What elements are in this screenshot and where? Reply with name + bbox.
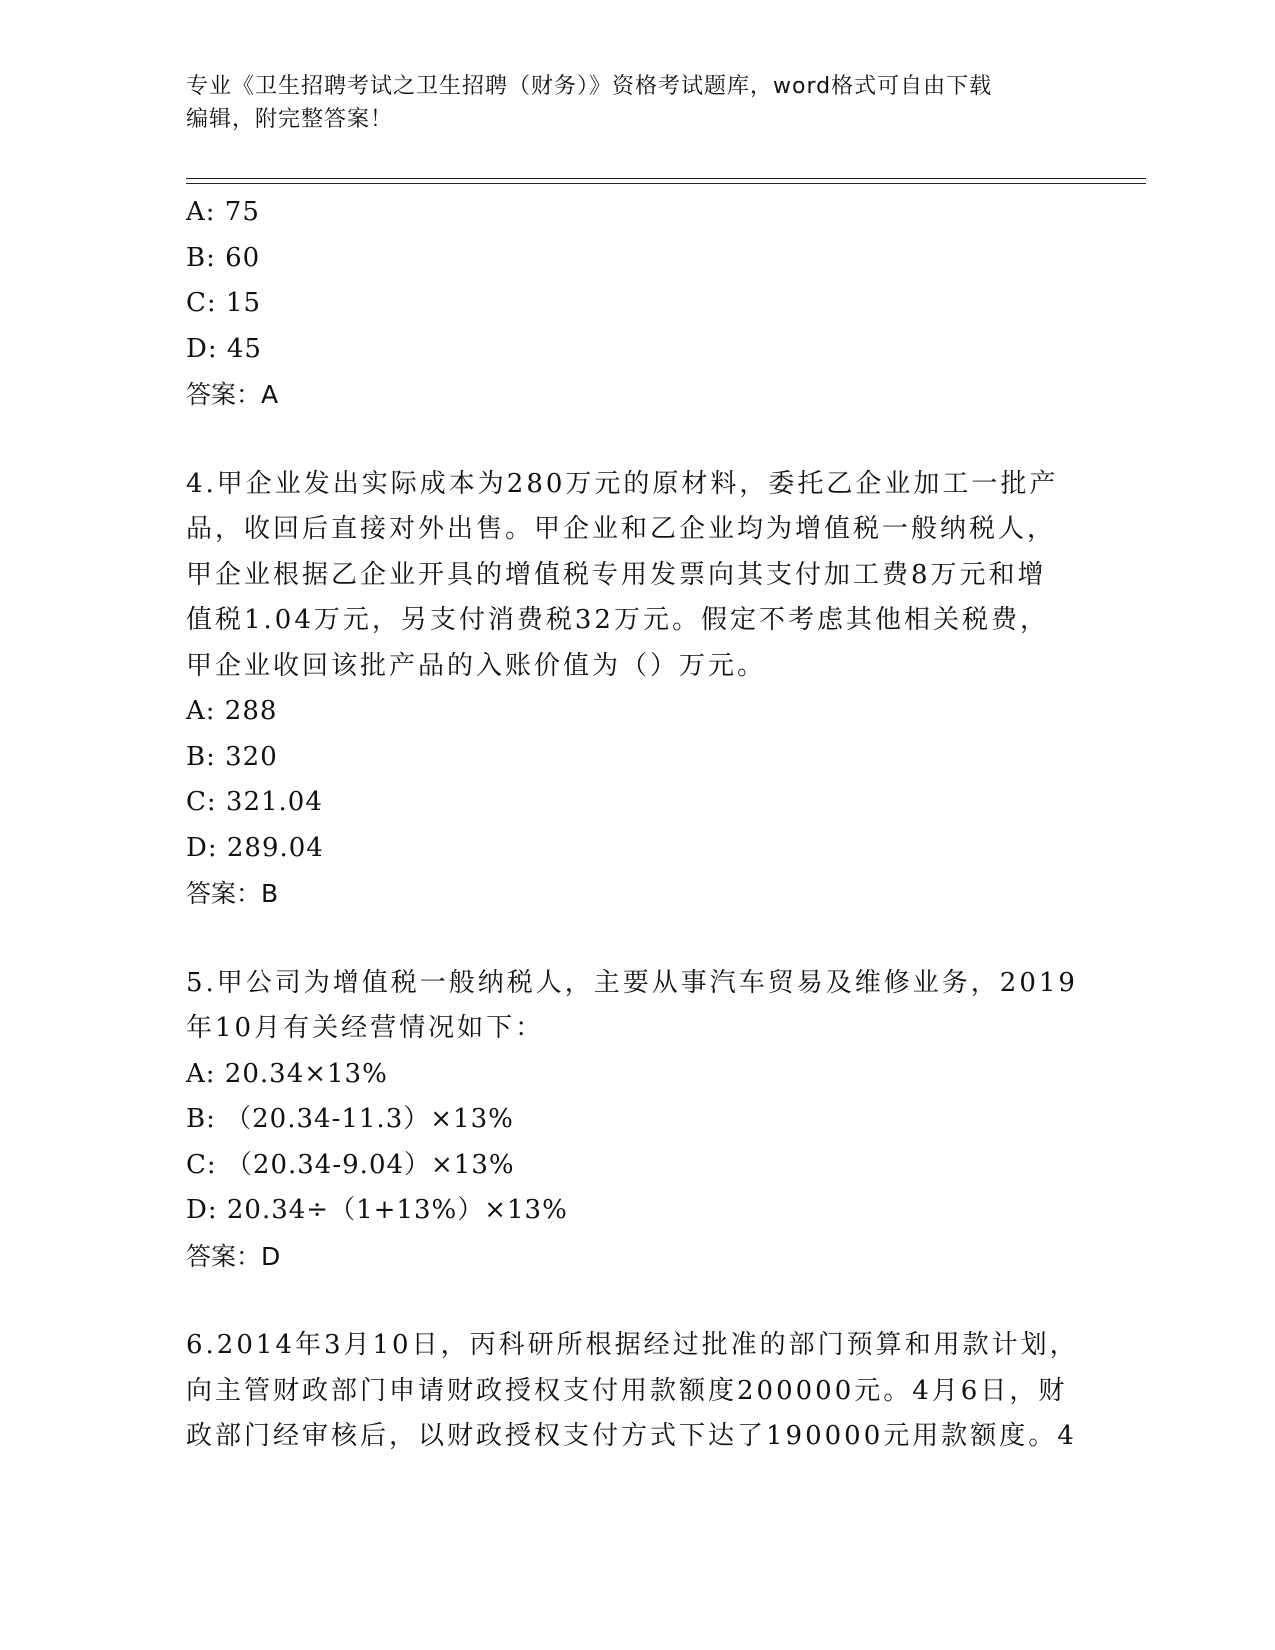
option-c: C: 15 <box>186 288 262 318</box>
answer: 答案：B <box>186 879 279 908</box>
option-d: D: 289.04 <box>186 832 324 863</box>
question-text-line: 6.2014年3月10日，丙科研所根据经过批准的部门预算和用款计划， <box>186 1330 1079 1360</box>
option-a: A: 288 <box>186 696 278 726</box>
question-6 <box>186 1323 1079 1460</box>
option-b: B: 320 <box>186 741 278 772</box>
question-text-line: 5.甲公司为增值税一般纳税人，主要从事汽车贸易及维修业务，2019 <box>186 967 1078 998</box>
question-text-line: 年10月有关经营情况如下： <box>186 1013 545 1043</box>
answer: 答案：D <box>186 1241 281 1271</box>
option-b: B: （20.34-11.3）×13% <box>186 1104 514 1134</box>
option-d: D: 20.34÷（1+13%）×13% <box>186 1195 568 1225</box>
option-b: B: 60 <box>186 242 261 273</box>
option-c: C: （20.34-9.04）×13% <box>186 1149 515 1180</box>
option-a: A: 20.34×13% <box>186 1058 388 1089</box>
question-text-line: 向主管财政部门申请财政授权支付用款额度200000元。4月6日，财 <box>186 1375 1068 1406</box>
question-text-line: 政部门经审核后，以财政授权支付方式下达了190000元用款额度。4 <box>186 1421 1077 1451</box>
header-rule-top <box>186 178 1146 179</box>
question-text-line: 甲企业根据乙企业开具的增值税专用发票向其支付加工费8万元和增 <box>186 559 1047 590</box>
option-c: C: 321.04 <box>186 787 323 817</box>
question-content <box>186 190 1079 1460</box>
header-line-2: 编辑，附完整答案！ <box>186 107 394 132</box>
option-a: A: 75 <box>186 197 260 227</box>
question-text-line: 品，收回后直接对外出售。甲企业和乙企业均为增值税一般纳税人， <box>186 514 1057 544</box>
question-text-line: 值税1.04万元，另支付消费税32万元。假定不考虑其他相关税费， <box>186 605 1049 635</box>
header-rule-bottom <box>186 183 1146 184</box>
question-5 <box>186 961 1076 1280</box>
question-3 <box>186 190 1076 418</box>
document-header <box>186 70 1066 136</box>
question-text-line: 4.甲企业发出实际成本为280万元的原材料，委托乙企业加工一批产 <box>186 468 1059 499</box>
answer: 答案：A <box>186 380 279 409</box>
option-d: D: 45 <box>186 333 262 364</box>
header-line-1: 专业《卫生招聘考试之卫生招聘（财务）》资格考试题库，word格式可自由下载 <box>186 74 993 99</box>
question-text-line: 甲企业收回该批产品的入账价值为（）万元。 <box>186 650 767 681</box>
question-4 <box>186 462 1076 917</box>
